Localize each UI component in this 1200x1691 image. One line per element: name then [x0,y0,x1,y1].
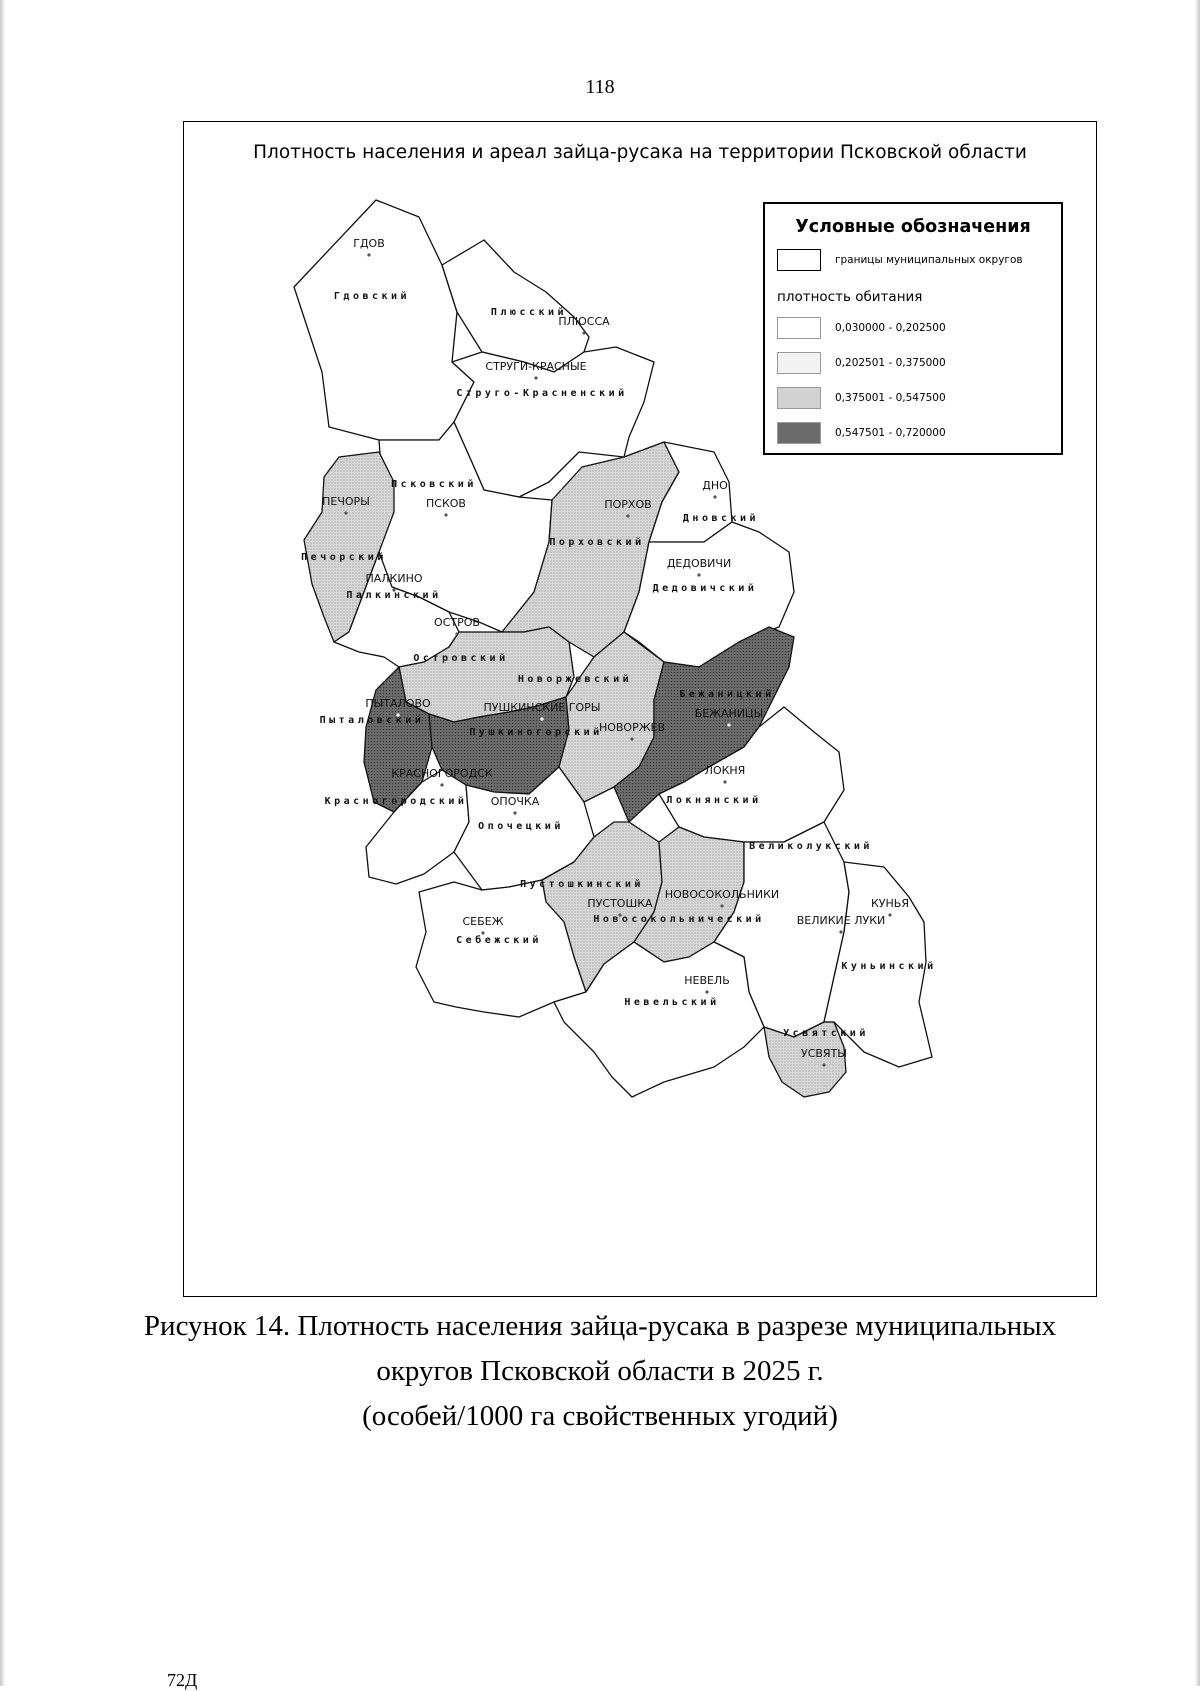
district-center-label: ПЕЧОРЫ [322,495,370,508]
district-center-label: НОВОРЖЕВ [598,721,666,734]
town-marker [720,904,723,907]
map-legend [763,202,1063,455]
district-name-label: Усвятский [783,1028,869,1039]
district-center-label: ГДОВ [353,237,385,250]
town-marker [440,783,443,786]
town-marker [839,930,842,933]
district-name-label: Дновский [682,513,760,524]
town-marker [713,495,716,498]
caption-line-2: округов Псковской области в 2025 г. [376,1355,824,1387]
town-marker [455,632,458,635]
legend-class-1-label: 0,030000 - 0,202500 [835,322,946,334]
legend-class-3-label: 0,375001 - 0,547500 [835,392,946,404]
district-center-label: ПУШКИНСКИЕ ГОРЫ [483,701,601,714]
district-name-label: Плюсский [490,307,568,318]
district-center-label: УСВЯТЫ [801,1047,847,1060]
district-name-label: Себежский [456,935,542,946]
town-marker [444,513,447,516]
district-center-label: ОПОЧКА [490,795,540,808]
district-center-label: ВЕЛИКИЕ ЛУКИ [796,914,886,927]
town-marker [540,717,543,720]
town-marker [723,780,726,783]
legend-class-1-swatch [777,317,821,339]
district-name-label: Порховский [549,537,645,548]
district-center-label: ПЫТАЛОВО [365,697,431,710]
district-center-label: КУНЬЯ [871,897,909,910]
district-name-label: Островский [413,653,509,664]
district-center-label: ПСКОВ [426,497,466,510]
district-center-label: ПОРХОВ [604,498,652,511]
legend-class-4-swatch [777,422,821,444]
caption-line-1: Рисунок 14. Плотность населения зайца-русака в разрезе муниципальных [143,1310,1057,1342]
district-name-label: Новосокольнический [593,914,765,925]
figure-caption [0,1304,1200,1439]
district-name-label: Новоржевский [517,674,633,685]
town-marker [697,573,700,576]
town-marker [822,1063,825,1066]
district-center-label: ДНО [702,479,728,492]
district-name-label: Бежаницкий [679,689,775,700]
legend-class-1 [777,316,946,340]
legend-title: Условные обозначения [795,217,1031,237]
legend-class-3-swatch [777,387,821,409]
district-name-label: Палкинский [346,590,442,601]
district-center-label: СЕБЕЖ [462,915,504,928]
town-marker [513,811,516,814]
map-title: Плотность населения и ареал зайца-русака на территории Псковской области [253,142,1027,163]
district-name-label: Красногородский [324,796,468,807]
district-name-label: Великолукский [749,841,873,852]
town-marker [344,511,347,514]
legend-class-2-label: 0,202501 - 0,375000 [835,357,946,369]
legend-class-2-swatch [777,352,821,374]
town-marker [534,376,537,379]
district-gdov [294,200,474,440]
caption-line-3: (особей/1000 га свойственных угодий) [362,1400,838,1432]
district-center-label: ПЛЮССА [558,315,610,328]
district-center-label: ПУСТОШКА [587,897,653,910]
town-marker [626,514,629,517]
district-name-label: Пустошкинский [520,879,644,890]
footer-code: 72Д [167,1670,198,1690]
district-name-label: Куньинский [841,961,937,972]
town-marker [727,723,730,726]
district-plyussa [442,240,589,372]
district-center-label: БЕЖАНИЦЫ [694,707,764,720]
town-marker [888,913,891,916]
legend-class-4 [777,421,946,445]
district-name-label: Пыталовский [319,715,425,726]
legend-boundary-item [777,248,1023,272]
district-center-label: НЕВЕЛЬ [684,974,730,987]
district-center-label: НОВОСОКОЛЬНИКИ [664,888,780,901]
legend-class-3 [777,386,946,410]
district-center-label: ПАЛКИНО [365,572,423,585]
district-center-label: ОСТРОВ [434,616,480,629]
district-name-label: Опочецкий [478,821,564,832]
district-name-label: Печорский [301,552,387,563]
district-center-label: КРАСНОГОРОДСК [391,767,493,780]
district-name-label: Невельский [624,997,720,1008]
district-name-label: Псковский [391,479,477,490]
district-name-label: Гдовский [333,291,411,302]
town-marker [582,331,585,334]
legend-boundary-label: границы муниципальных округов [835,254,1023,266]
page-number: 118 [585,76,615,98]
legend-density-heading: плотность обитания [777,289,923,305]
district-name-label: Локнянский [666,795,762,806]
legend-class-2 [777,351,946,375]
town-marker [630,737,633,740]
district-center-label: ДЕДОВИЧИ [666,557,732,570]
district-center-label: СТРУГИ-КРАСНЫЕ [485,360,587,373]
district-name-label: Дедовичский [652,583,758,594]
map-frame [183,121,1097,1297]
district-center-label: ЛОКНЯ [704,764,746,777]
district-name-label: Пушкиногорский [469,727,603,738]
legend-class-4-label: 0,547501 - 0,720000 [835,427,946,439]
town-marker [705,990,708,993]
district-name-label: Струго-Красненский [456,388,628,399]
town-marker [367,253,370,256]
legend-boundary-swatch [777,249,821,271]
